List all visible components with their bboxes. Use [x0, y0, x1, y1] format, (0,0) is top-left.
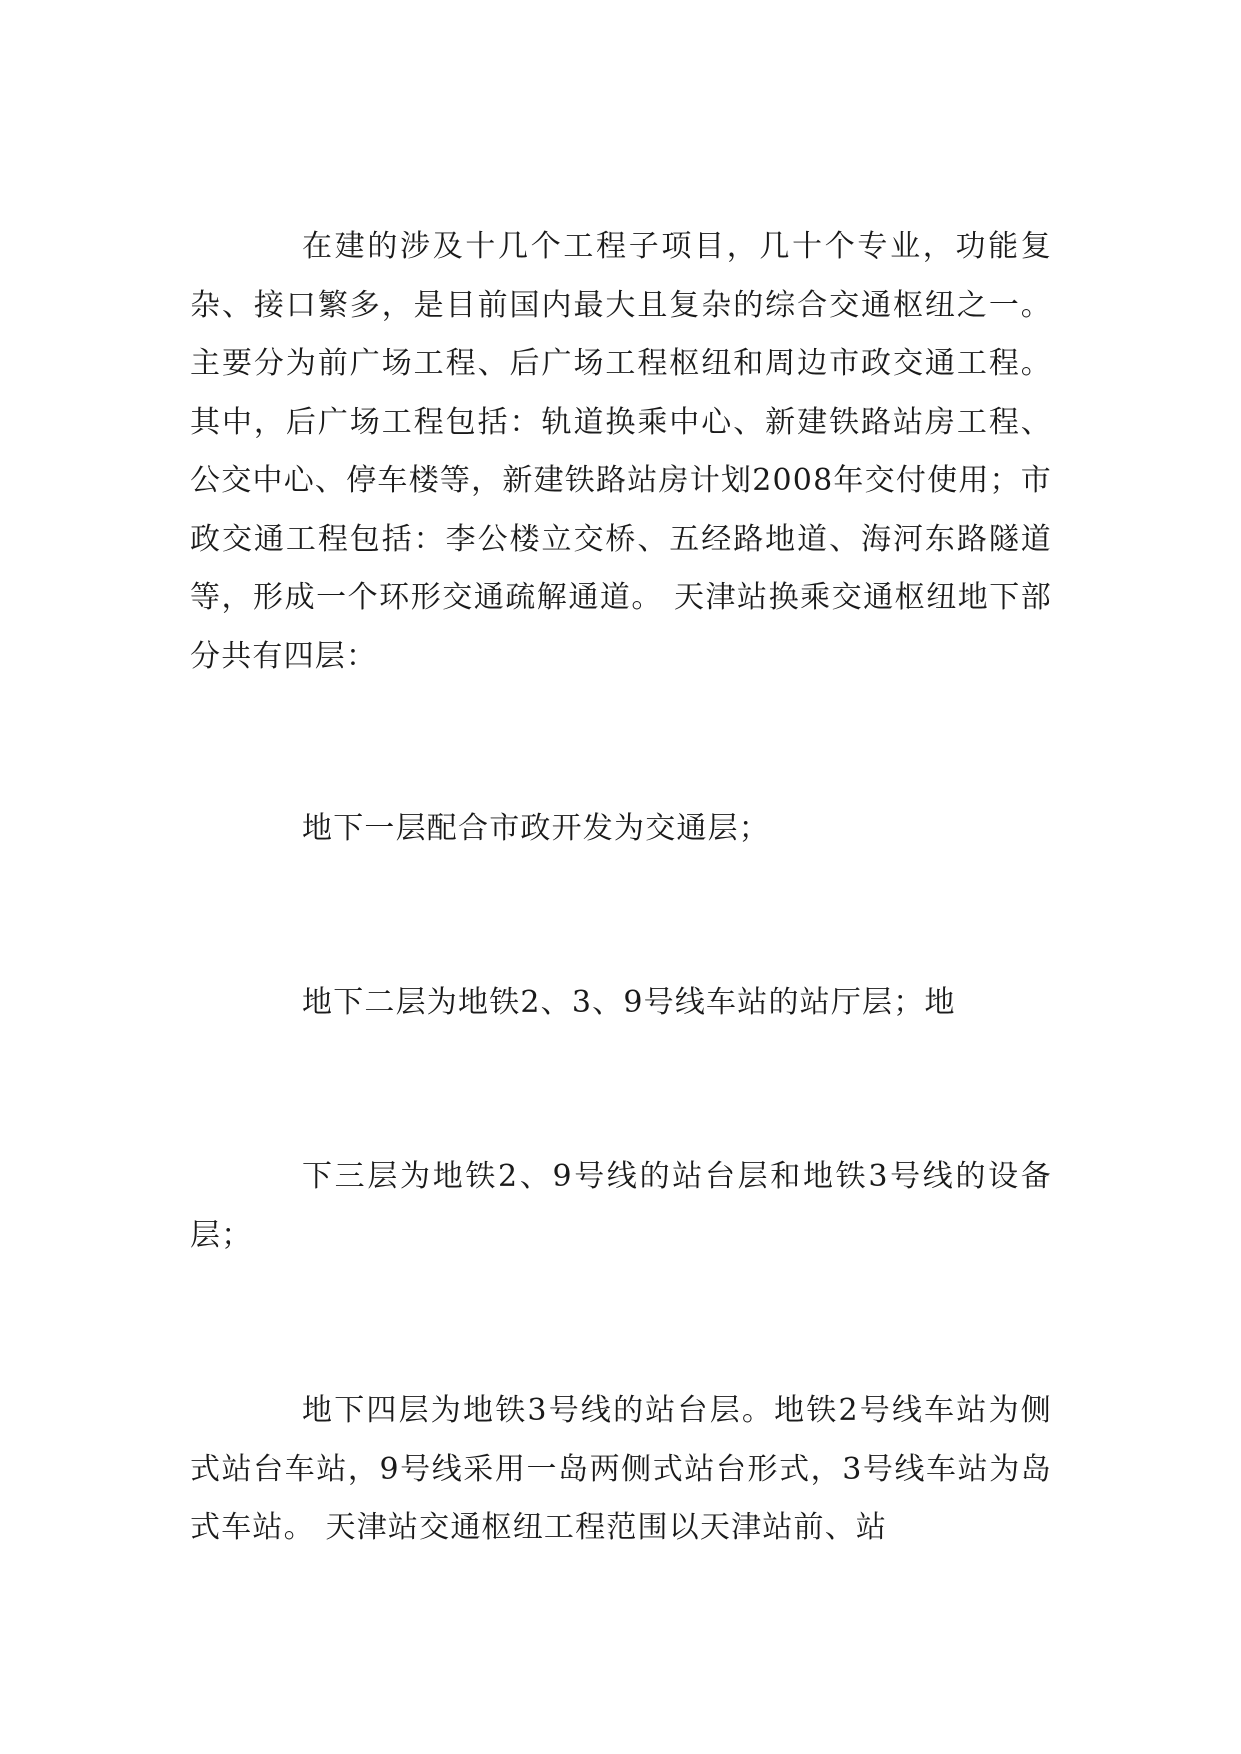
paragraph-project-overview: 在建的涉及十几个工程子项目，几十个专业，功能复杂、接口繁多，是目前国内最大且复杂的综合交通枢纽之一。主要分为前广场工程、后广场工程枢纽和周边市政交通工程。其中，后广场工程包括：轨道换乘中心、新建铁路站房工程、公交中心、停车楼等，新建铁路站房计划2008年交付使用；市政交通工程包括：李公楼立交桥、五经路地道、海河东路隧道等，形成一个环形交通疏解通道。 天津站换乘交通枢纽地下部分共有四层：	[190, 229, 1052, 674]
paragraph-basement-level-3: 下三层为地铁2、9号线的站台层和地铁3号线的设备层；	[190, 1159, 1052, 1253]
paragraph-basement-level-1: 地下一层配合市政开发为交通层；	[302, 811, 770, 846]
paragraph-basement-level-4: 地下四层为地铁3号线的站台层。地铁2号线车站为侧式站台车站，9号线采用一岛两侧式站台形式，3号线车站为岛式车站。 天津站交通枢纽工程范围以天津站前、站	[190, 1393, 1052, 1545]
paragraph-basement-level-2: 地下二层为地铁2、3、9号线车站的站厅层；地	[302, 985, 956, 1020]
